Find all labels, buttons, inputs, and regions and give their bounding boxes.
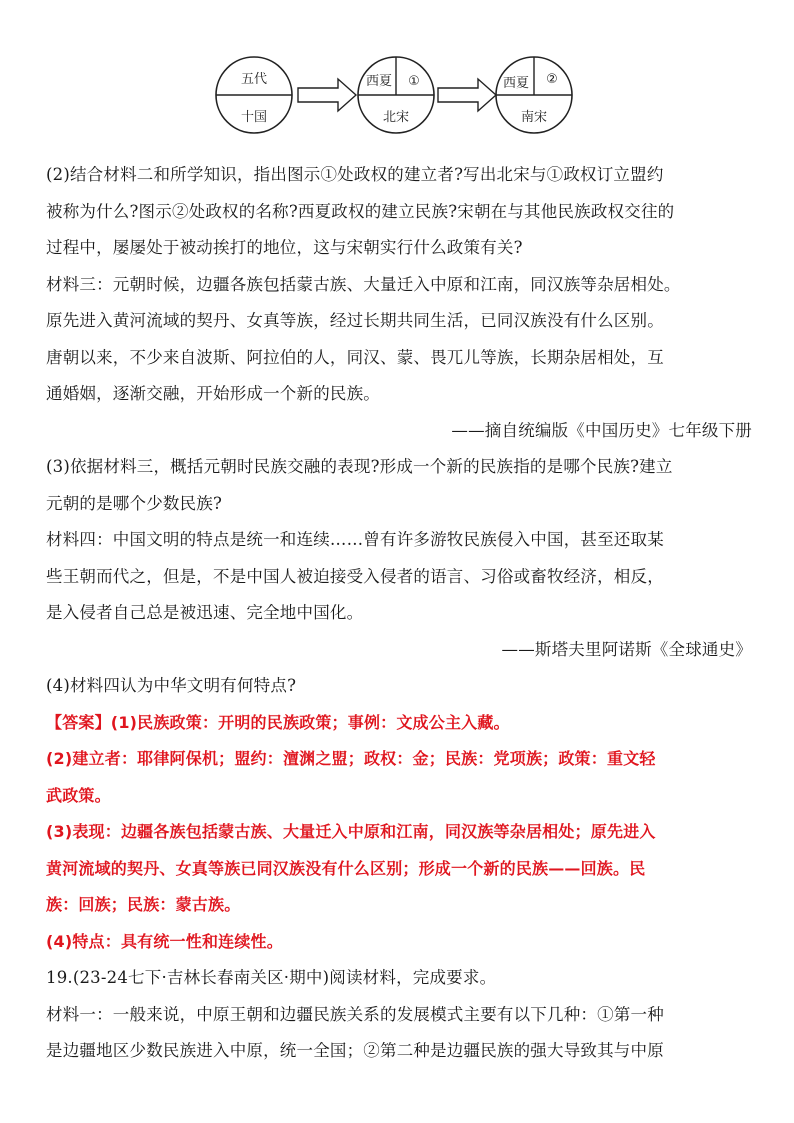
- circle-southern-song: [496, 57, 572, 133]
- answer-3-line: 黄河流域的契丹、女真等族已同汉族没有什么区别；形成一个新的民族——回族。民: [46, 858, 646, 878]
- material-3-line: 原先进入黄河流域的契丹、女真等族，经过长期共同生活，已同汉族没有什么区别。: [46, 311, 664, 330]
- circle3-top-left-label: 西夏: [502, 76, 530, 91]
- material-4-line: 是入侵者自己总是被迅速、完全地中国化。: [46, 603, 364, 622]
- material-4-source: ——斯塔夫里阿诺斯《全球通史》: [501, 639, 752, 659]
- circle2-top-right-label: ①: [408, 74, 420, 89]
- material-3-line: 唐朝以来，不少来自波斯、阿拉伯的人，同汉、蒙、畏兀儿等族，长期杂居相处，互: [46, 347, 664, 367]
- answer-3-line: 族：回族；民族：蒙古族。: [46, 895, 241, 914]
- answer-2-line: 武政策。: [46, 785, 111, 805]
- material-3-line: 通婚姻，逐渐交融，开始形成一个新的民族。: [46, 384, 380, 403]
- document-body: [46, 157, 752, 1070]
- circle-five-dynasties: [216, 57, 292, 133]
- material-4-line: 些王朝而代之，但是，不是中国人被迫接受入侵者的语言、习俗或畜牧经济，相反，: [46, 566, 664, 586]
- circle3-bottom-label: 南宋: [520, 110, 548, 125]
- answer-4-line: (4)特点：具有统一性和连续性。: [46, 931, 283, 951]
- material-4-line: 材料四：中国文明的特点是统一和连续……曾有许多游牧民族侵入中国，甚至还取某: [46, 530, 664, 549]
- circle1-top-label: 五代: [240, 72, 268, 87]
- circle2-bottom-label: 北宋: [382, 110, 410, 125]
- question-3-line: 元朝的是哪个少数民族?: [46, 493, 223, 513]
- question-2-line: 被称为什么?图示②处政权的名称?西夏政权的建立民族?宋朝在与其他民族政权交往的: [46, 201, 675, 221]
- arrow-right-icon: [438, 79, 496, 111]
- regime-succession-diagram: [198, 43, 590, 149]
- material-3-line: 材料三：元朝时候，边疆各族包括蒙古族、大量迁入中原和江南，同汉族等杂居相处。: [46, 274, 681, 294]
- question-3-line: (3)依据材料三，概括元朝时民族交融的表现?形成一个新的民族指的是哪个民族?建立: [46, 457, 673, 476]
- answer-2-line: (2)建立者：耶律阿保机；盟约：澶渊之盟；政权：金；民族：党项族；政策：重文轻: [46, 749, 656, 768]
- circle-northern-song: [358, 57, 434, 133]
- circle2-top-left-label: 西夏: [365, 74, 393, 89]
- question-2-line: (2)结合材料二和所学知识，指出图示①处政权的建立者?写出北宋与①政权订立盟约: [46, 165, 664, 184]
- answer-1-line: 【答案】(1)民族政策：开明的民族政策；事例：文成公主入藏。: [46, 712, 510, 732]
- circle1-bottom-label: 十国: [240, 110, 268, 125]
- question-19-material-1-line: 是边疆地区少数民族进入中原，统一全国；②第二种是边疆民族的强大导致其与中原: [46, 1041, 664, 1060]
- question-19-heading: 19.(23-24七下·吉林长春南关区·期中)阅读材料，完成要求。: [46, 968, 497, 987]
- question-19-material-1-line: 材料一：一般来说，中原王朝和边疆民族关系的发展模式主要有以下几种：①第一种: [46, 1004, 664, 1024]
- diagram-svg: [198, 43, 590, 149]
- material-3-source: ——摘自统编版《中国历史》七年级下册: [451, 420, 752, 440]
- circle3-top-right-label: ②: [546, 72, 558, 87]
- question-4-line: (4)材料四认为中华文明有何特点?: [46, 676, 297, 695]
- answer-3-line: (3)表现：边疆各族包括蒙古族、大量迁入中原和江南，同汉族等杂居相处；原先进入: [46, 822, 656, 841]
- question-2-line: 过程中，屡屡处于被动挨打的地位，这与宋朝实行什么政策有关?: [46, 238, 523, 257]
- arrow-right-icon: [298, 79, 356, 111]
